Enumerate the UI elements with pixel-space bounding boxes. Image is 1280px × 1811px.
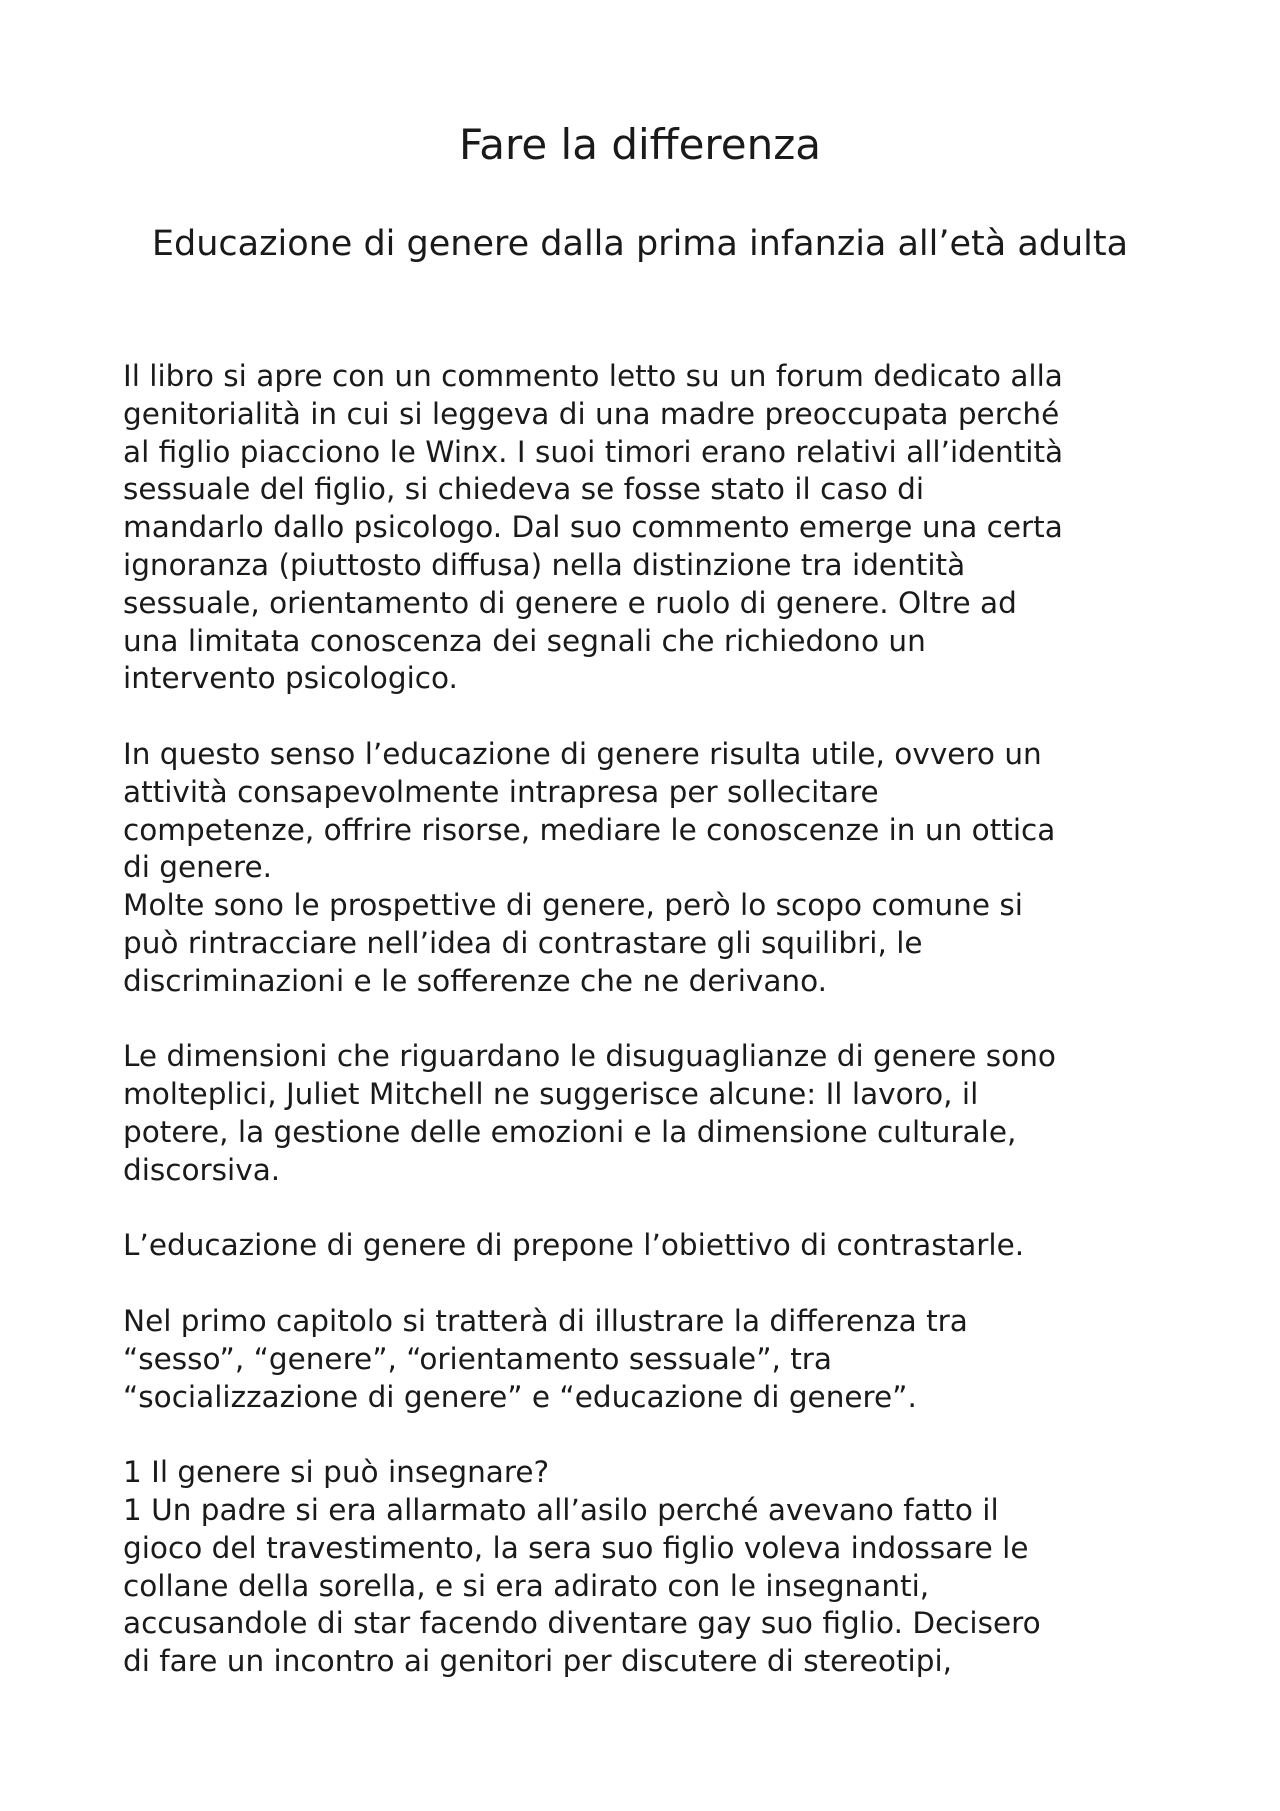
document-body [123,358,1163,1681]
paragraph-first-chapter: Nel primo capitolo si tratterà di illustrare la differenza tra “sesso”, “genere”, “orientamento sessuale”, tra “socializzazione di genere” e “educazione di genere”. [123,1303,968,1414]
paragraph-gap [123,698,1163,736]
paragraph-gap [123,1416,1163,1454]
paragraph-intro: Il libro si apre con un commento letto su un forum dedicato alla genitorialità in cui si leggeva di una madre preoccupata perché al figlio piacciono le Winx. I suoi timori erano relativi all’identità sessuale del figlio, si chiedeva se fosse stato il caso di mandarlo dallo psicologo. Dal suo commento emerge una certa ignoranza (piuttosto diffusa) nella distinzione tra identità sessuale, orientamento di genere e ruolo di genere. Oltre ad una limitata conoscenza dei segnali che richiedono un intervento psicologico. [123,359,1064,696]
paragraph-gap [123,1190,1163,1228]
document-subtitle: Educazione di genere dalla prima infanzia all’età adulta [151,224,1129,264]
paragraph-objective: L’educazione di genere di prepone l’obiettivo di contrastarle. [123,1228,1025,1263]
paragraph-inequalities: Le dimensioni che riguardano le disuguaglianze di genere sono molteplici, Juliet Mitchell ne suggerisce alcune: Il lavoro, il potere, la gestione delle emozioni e la dimensione culturale, discorsiva. [123,1039,1056,1187]
paragraph-section-1: 1 Il genere si può insegnare? 1 Un padre si era allarmato all’asilo perché avevano fatto il gioco del travestimento, la sera suo figlio voleva indossare le collane della sorella, e si era adirato con le insegnanti, accusandole di star facendo diventare gay suo figlio. Decisero di fare un incontro ai genitori per discutere di stereotipi, [123,1455,1041,1679]
document-title: Fare la differenza [458,120,822,169]
paragraph-gender-education: In questo senso l’educazione di genere risulta utile, ovvero un attività consapevolmente intrapresa per sollecitare competenze, offrire risorse, mediare le conoscenze in un ottica di genere. Molte sono le prospettive di genere, però lo scopo comune si può rintracciare nell’idea di contrastare gli squilibri, le discriminazioni e le sofferenze che ne derivano. [123,736,1056,998]
paragraph-gap [123,1265,1163,1303]
paragraph-gap [123,1001,1163,1039]
